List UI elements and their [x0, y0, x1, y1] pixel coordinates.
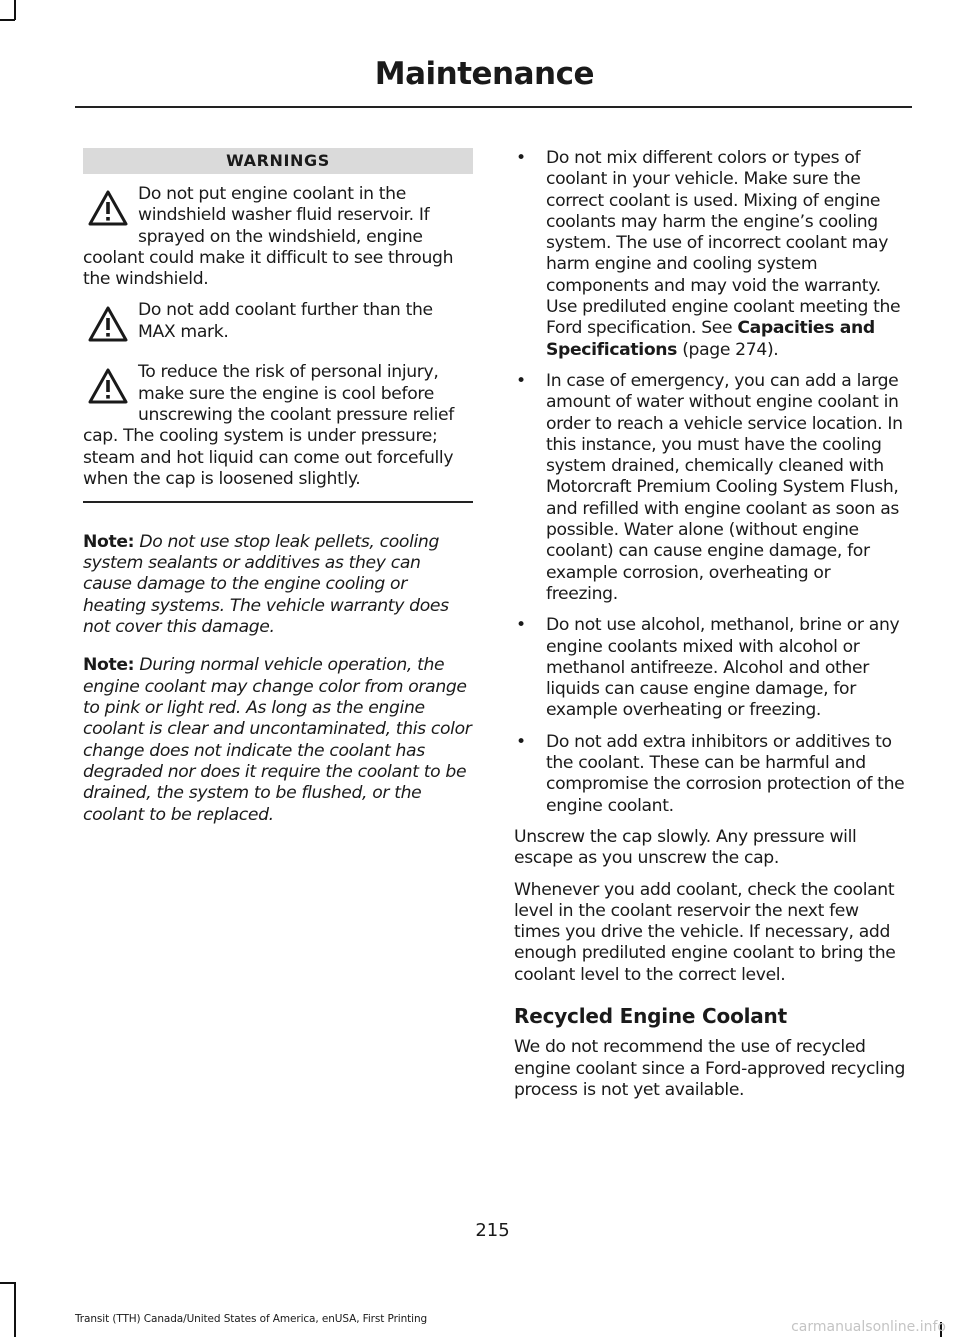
warning-triangle-icon	[88, 368, 128, 412]
warning-item	[83, 362, 473, 490]
crop-mark-bottom-left-vertical	[14, 1282, 16, 1337]
list-item: • Do not use alcohol, methanol, brine or any engine coolants mixed with alcohol or methanol antifreeze. Alcohol and other liquids can cause engine damage, for example overheating or freezing.	[514, 615, 907, 721]
bullet-text: Do not mix different colors or types of coolant in your vehicle. Make sure the correct coolant is used. Mixing of engine coolants may harm the engine’s cooling system. The use of incorrect coolant may harm engine and cooling system components and may void the warranty. Use prediluted engine coolant meeting the Ford specification. See	[546, 148, 901, 339]
note-label: Note:	[83, 531, 135, 552]
warning-triangle-icon	[88, 190, 128, 234]
warning-item	[83, 300, 473, 352]
note-text: Do not use stop leak pellets, cooling system sealants or additives as they can cause damage to the engine cooling or heating systems. The vehicle warranty does not cover this damage.	[83, 531, 449, 637]
left-column	[83, 148, 473, 843]
note-label: Note:	[83, 655, 135, 676]
warning-text: Do not add coolant further than the MAX mark.	[138, 300, 433, 342]
warnings-divider	[83, 501, 473, 503]
body-paragraph: We do not recommend the use of recycled engine coolant since a Ford-approved recycling process is not yet available.	[514, 1037, 906, 1100]
list-item	[514, 148, 907, 361]
page-title: Maintenance	[374, 56, 594, 92]
list-item: • In case of emergency, you can add a large amount of water without engine coolant in order to reach a vehicle service location. In this instance, you must have the cooling system drained, chemically cleaned with Motorcraft Premium Cooling System Flush, and refilled with engine coolant as soon as possible. Water alone (without engine coolant) can cause engine damage, for example corrosion, overheating or freezing.	[514, 371, 907, 605]
warning-text: Do not put engine coolant in the windshield washer fluid reservoir. If sprayed on the windshield, engine coolant could make it difficult to see through the windshield.	[83, 184, 454, 290]
cross-reference-link[interactable]: Capacities and Specifications	[546, 318, 875, 360]
warning-triangle-icon	[88, 306, 128, 350]
body-paragraph: Unscrew the cap slowly. Any pressure will escape as you unscrew the cap.	[514, 826, 857, 869]
list-item: • Do not add extra inhibitors or additives to the coolant. These can be harmful and compromise the corrosion protection of the engine coolant.	[514, 732, 907, 817]
note-text: During normal vehicle operation, the engine coolant may change color from orange to pink or light red. As long as the engine coolant is clear and uncontaminated, this color change does not indicate the coolant has degraded nor does it require the coolant to be drained, the system to be flushed, or the coolant to be replaced.	[83, 655, 472, 825]
warning-item	[83, 184, 473, 290]
warnings-heading: WARNINGS	[83, 148, 473, 174]
note-paragraph	[83, 655, 473, 825]
body-paragraph: Whenever you add coolant, check the coolant level in the coolant reservoir the next few times you drive the vehicle. If necessary, add enough prediluted engine coolant to bring the coolant level to the correct level.	[514, 879, 896, 985]
crop-mark-top-left-vertical	[14, 0, 16, 20]
crop-mark-bottom-left-horizontal	[0, 1282, 15, 1284]
bullet-list	[514, 148, 907, 817]
right-column	[514, 148, 907, 1101]
page-reference: (page 274).	[682, 339, 779, 360]
warning-text: To reduce the risk of personal injury, make sure the engine is cool before unscrewing the coolant pressure relief cap. The cooling system is under pressure; steam and hot liquid can come out forcefully when the cap is loosened slightly.	[83, 362, 454, 489]
crop-mark-top-left-horizontal	[0, 19, 15, 21]
page-number: 215	[475, 1220, 510, 1241]
note-paragraph	[83, 532, 473, 638]
footer-text: Transit (TTH) Canada/United States of America, enUSA, First Printing	[75, 1313, 428, 1325]
watermark: carmanualsonline.info	[791, 1319, 946, 1335]
section-heading: Recycled Engine Coolant	[514, 1003, 787, 1028]
header-divider	[75, 106, 912, 108]
